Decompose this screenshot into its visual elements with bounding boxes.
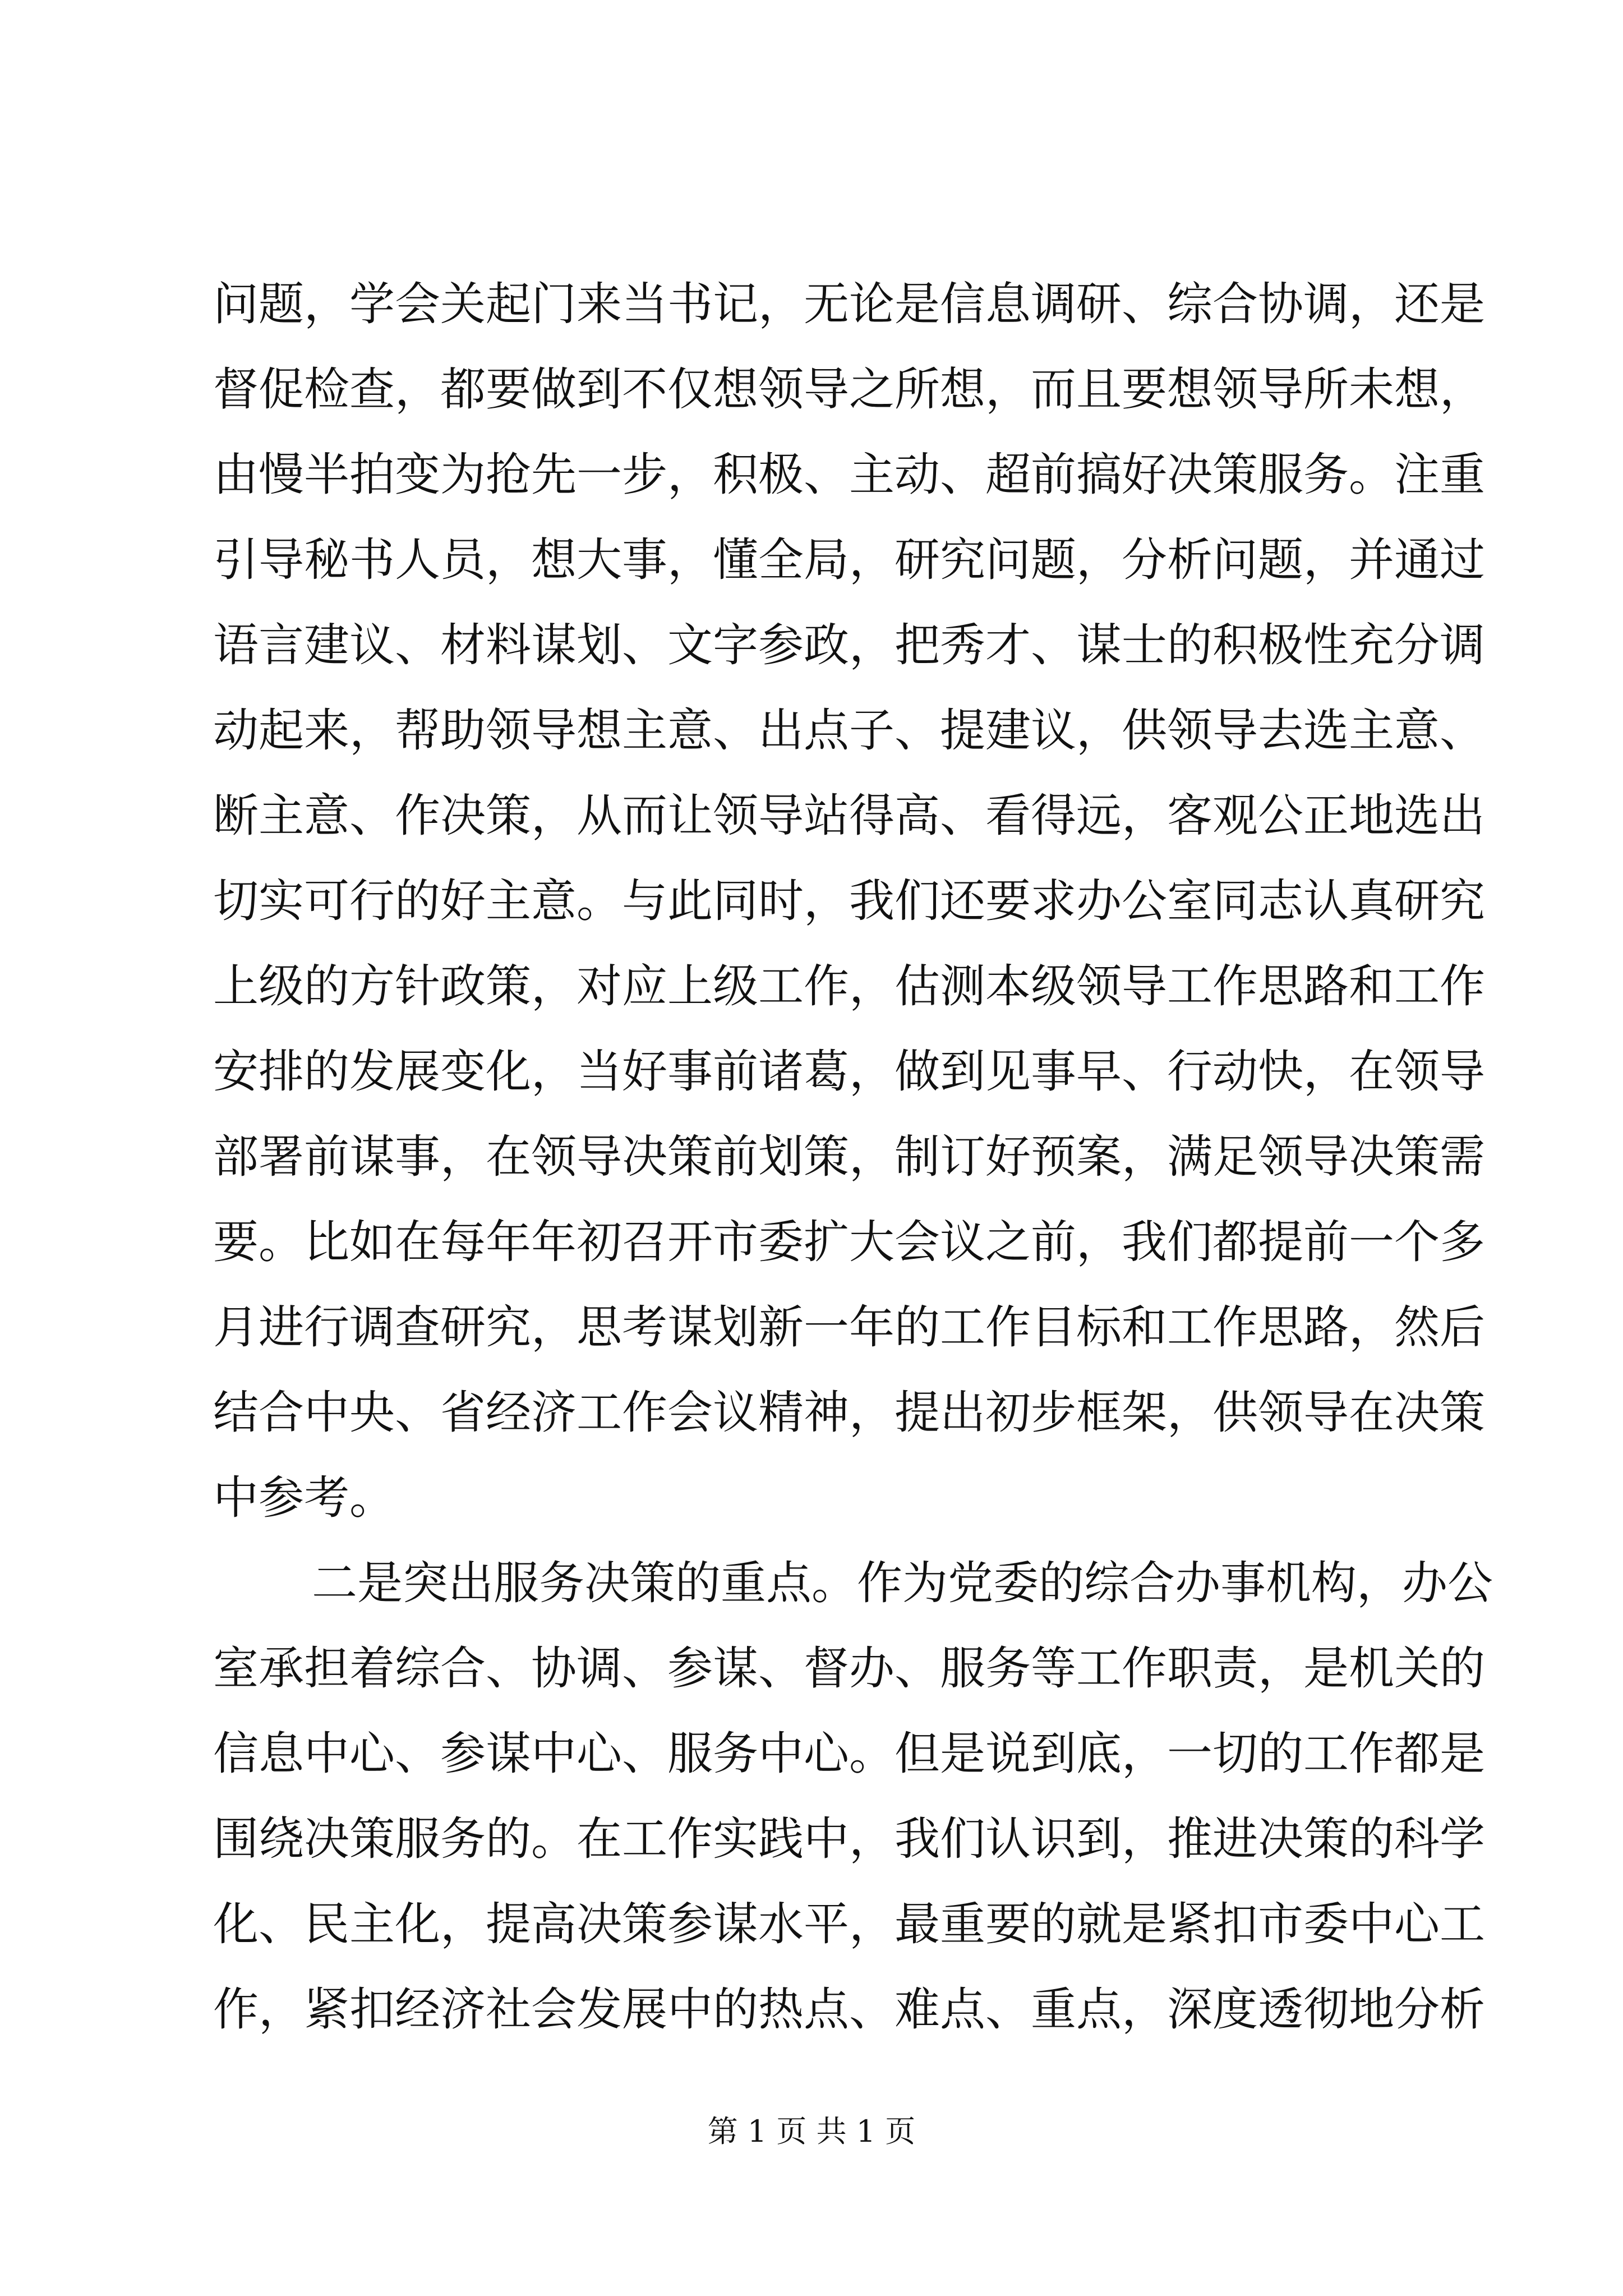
paragraph-first-line: 二是突出服务决策的重点。作为党委的综合办事机构，办公 [312,1557,1493,1610]
text-line: 信息中心、参谋中心、服务中心。但是说到底，一切的工作都是 [213,1728,1486,1780]
text-line: 中参考。 [213,1472,395,1525]
page-number-footer: 第 1 页 共 1 页 [707,2114,916,2149]
text-line: 督促检查，都要做到不仅想领导之所想，而且要想领导所未想， [213,364,1486,416]
text-line: 上级的方针政策，对应上级工作，估测本级领导工作思路和工作 [213,960,1486,1013]
text-line: 室承担着综合、协调、参谋、督办、服务等工作职责，是机关的 [213,1642,1486,1695]
text-line: 围绕决策服务的。在工作实践中，我们认识到，推进决策的科学 [213,1813,1486,1866]
text-line: 语言建议、材料谋划、文字参政，把秀才、谋士的积极性充分调 [213,619,1486,672]
text-line: 由慢半拍变为抢先一步，积极、主动、超前搞好决策服务。注重 [213,449,1486,501]
text-line: 要。比如在每年年初召开市委扩大会议之前，我们都提前一个多 [213,1216,1486,1269]
text-line: 作，紧扣经济社会发展中的热点、难点、重点，深度透彻地分析 [213,1984,1486,2036]
text-line: 结合中央、省经济工作会议精神，提出初步框架，供领导在决策 [213,1387,1486,1439]
text-line: 引导秘书人员，想大事，懂全局，研究问题，分析问题，并通过 [213,534,1486,587]
text-line: 断主意、作决策，从而让领导站得高、看得远，客观公正地选出 [213,790,1486,843]
text-line: 化、民主化，提高决策参谋水平，最重要的就是紧扣市委中心工 [213,1898,1486,1951]
text-line: 月进行调查研究，思考谋划新一年的工作目标和工作思路，然后 [213,1301,1486,1354]
text-line: 问题，学会关起门来当书记，无论是信息调研、综合协调，还是 [213,278,1486,331]
text-line: 动起来，帮助领导想主意、出点子、提建议，供领导去选主意、 [213,705,1486,757]
text-line: 切实可行的好主意。与此同时，我们还要求办公室同志认真研究 [213,875,1486,928]
text-line: 安排的发展变化，当好事前诸葛，做到见事早、行动快，在领导 [213,1046,1486,1098]
text-line: 部署前谋事，在领导决策前划策，制订好预案，满足领导决策需 [213,1131,1486,1184]
